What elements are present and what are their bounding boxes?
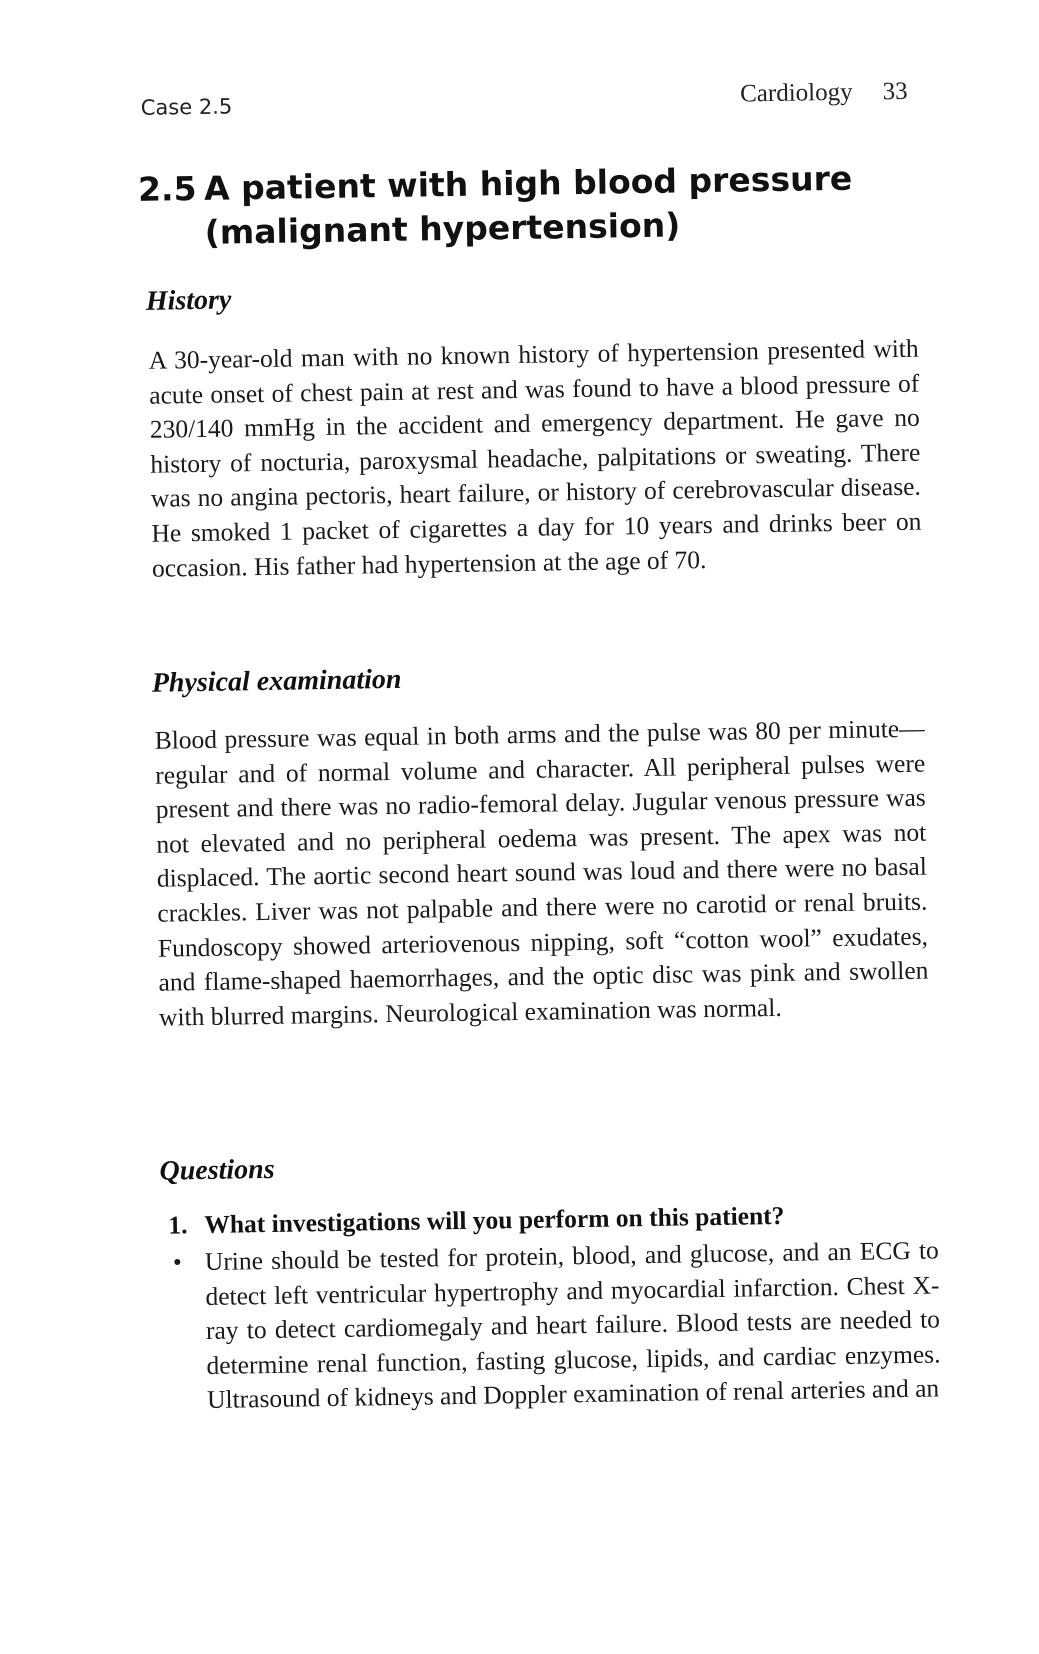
- running-head-case: Case 2.5: [140, 94, 233, 120]
- question-1: [168, 1198, 938, 1240]
- question-1-number: 1.: [168, 1210, 188, 1240]
- history-paragraph: A 30-year-old man with no known history of hypertension presented with acute onset of chest pain at rest and was found to have a blood pressure of 230/140 mmHg in the accident and emergency department. He gave no history of nocturia, paroxysmal headache, palpitations or sweating. There was no angina pectoris, heart failure, or history of cerebrovascular disease. He smoked 1 packet of cigarettes a day for 10 years and drinks beer on occasion. His father had hypertension at the age of 70.: [148, 333, 922, 583]
- questions-heading: Questions: [159, 1153, 275, 1187]
- running-head-section: Cardiology: [739, 78, 853, 108]
- history-heading: History: [145, 284, 232, 317]
- case-title-text: A patient with high blood pressure (malignant hypertension): [203, 158, 853, 252]
- running-head-right: [740, 78, 908, 109]
- case-title: [138, 156, 929, 256]
- question-1-answer: [169, 1233, 942, 1418]
- question-1-answer-text: Urine should be tested for protein, blood, and glucose, and an ECG to detect left ventricular hypertrophy and myocardial infarction. Chest X-ray to detect cardiomegaly and heart failure. Blood tests are needed to determine renal function, fasting glucose, lipids, and cardiac enzymes. Ultrasound of kidneys and Doppler examination of renal arteries and an: [204, 1235, 941, 1415]
- physical-examination-heading: Physical examination: [151, 663, 402, 699]
- bullet-icon: •: [172, 1247, 183, 1277]
- physical-examination-paragraph: Blood pressure was equal in both arms and the pulse was 80 per minute—regular and of normal volume and character. All peripheral pulses were present and there was no radio-femoral delay. Jugular venous pressure was not elevated and no peripheral oedema was present. The apex was not displaced. The aortic second heart sound was loud and there were no basal crackles. Liver was not palpable and there were no carotid or renal bruits. Fundoscopy showed arteriovenous nipping, soft “cotton wool” exudates, and flame-shaped haemorrhages, and the optic disc was pink and swollen with blurred margins. Neurological examination was normal.: [154, 713, 929, 1032]
- question-1-text: What investigations will you perform on this patient?: [204, 1200, 785, 1240]
- page-number: 33: [882, 77, 908, 106]
- case-title-number: 2.5: [137, 169, 197, 209]
